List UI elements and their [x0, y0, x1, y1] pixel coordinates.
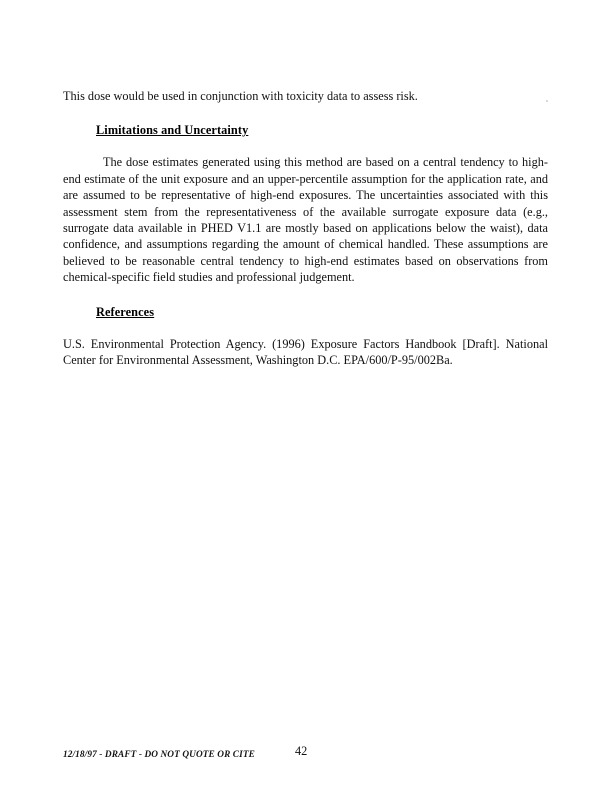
spacer	[63, 104, 548, 123]
document-body	[63, 88, 548, 368]
spacer	[63, 320, 548, 336]
section-heading-limitations-and-uncertainty: Limitations and Uncertainty	[96, 123, 249, 138]
limitations-and-uncertainty-paragraph: The dose estimates generated using this method are based on a central tendency to high-end estimate of the unit exposure and an upper-percentile assumption for the application rate, and are assumed to be representative of high-end exposures. The uncertainties associated with this assessment stem from the representativeness of the available surrogate exposure data (e.g., surrogate data available in PHED V1.1 are mostly based on applications below the waist), data confidence, and assumptions regarding the amount of chemical handled. These assumptions are believed to be reasonable central tendency to high-end estimates based on observations from chemical-specific field studies and professional judgement.	[63, 155, 548, 285]
page-number: 42	[295, 744, 308, 758]
page-footer	[63, 744, 548, 768]
reference-entry: U.S. Environmental Protection Agency. (1996) Exposure Factors Handbook [Draft]. National Center for Environmental Assessment, Washington D.C. EPA/600/P-95/002Ba.	[63, 336, 548, 368]
section-heading-references: References	[96, 304, 155, 319]
intro-paragraph: This dose would be used in conjunction with toxicity data to assess risk.	[63, 89, 418, 103]
spacer	[63, 138, 548, 154]
draft-notice: 12/18/97 - DRAFT - DO NOT QUOTE OR CITE	[63, 750, 255, 760]
spacer	[63, 286, 548, 305]
